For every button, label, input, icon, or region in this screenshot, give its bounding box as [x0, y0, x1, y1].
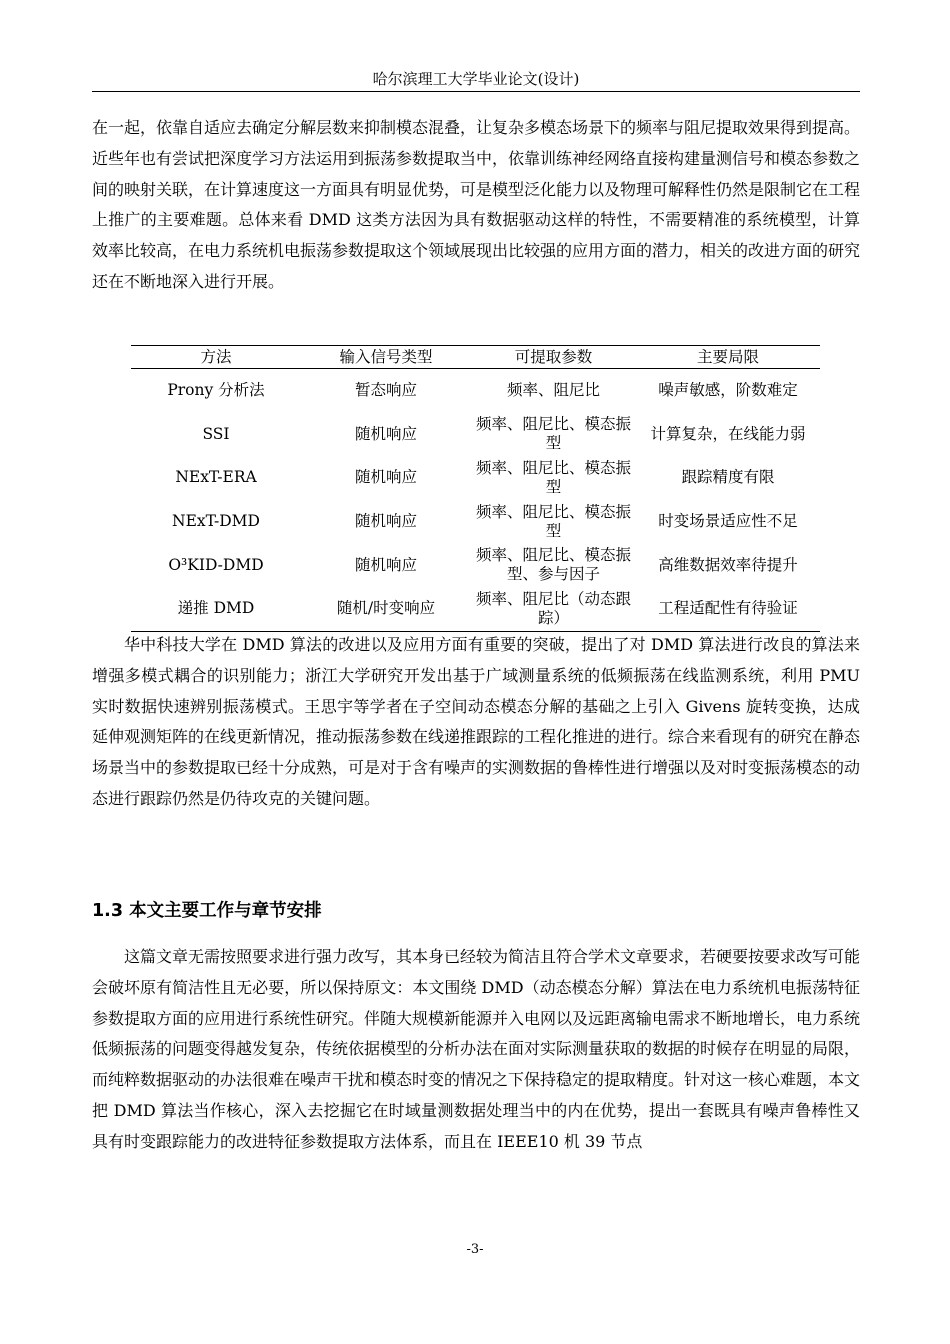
methods-comparison-table: [131, 345, 820, 632]
table-row: [131, 543, 820, 587]
section-heading: 1.3 本文主要工作与章节安排: [92, 901, 322, 921]
page-number: -3-: [466, 1242, 484, 1257]
column-header-limitations: 主要局限: [636, 346, 820, 369]
column-header-parameters: 可提取参数: [471, 346, 636, 369]
table-row: [131, 369, 820, 413]
table-cell: 频率、阻尼比（动态跟踪）: [471, 587, 636, 631]
column-header-method: 方法: [131, 346, 301, 369]
table-cell: 随机响应: [354, 512, 417, 531]
table-cell: 频率、阻尼比、模态振型: [475, 458, 631, 496]
table-cell: 暂态响应: [354, 381, 417, 400]
table-cell: NExT-DMD: [172, 512, 260, 531]
table-cell: 高维数据效率待提升: [658, 555, 798, 574]
table-row: [131, 500, 820, 544]
table-row: [131, 456, 820, 500]
paragraph-3: 这篇文章无需按照要求进行强力改写，其本身已经较为简洁且符合学术文章要求，若硬要按要求改写可能会破坏原有简洁性且无必要，所以保持原文：本文围绕 DMD（动态模态分解）算法在电力系统机电振荡特征参数提取方面的应用进行系统性研究。伴随大规模新能源并入电网以及远距离输电需求不断地增长，电力系统低频振荡的问题变得越发复杂，传统依据模型的分析办法在面对实际测量获取的数据的时候存在明显的局限，而纯粹数据驱动的办法很难在噪声干扰和模态时变的情况之下保持稳定的提取精度。针对这一核心难题，本文把 DMD 算法当作核心，深入去挖掘它在时域量测数据处理当中的内在优势，提出一套既具有噪声鲁棒性又具有时变跟踪能力的改进特征参数提取方法体系，而且在 IEEE10 机 39 节点: [92, 947, 861, 1151]
table-cell: 工程适配性有待验证: [636, 587, 820, 631]
paragraph-1: 在一起，依靠自适应去确定分解层数来抑制模态混叠，让复杂多模态场景下的频率与阻尼提取效果得到提高。近些年也有尝试把深度学习方法运用到振荡参数提取当中，依靠训练神经网络直接构建量测信号和模态参数之间的映射关联，在计算速度这一方面具有明显优势，可是模型泛化能力以及物理可解释性仍然是限制它在工程上推广的主要难题。总体来看 DMD 这类方法因为具有数据驱动这样的特性，不需要精准的系统模型，计算效率比较高，在电力系统机电振荡参数提取这个领域展现出比较强的应用方面的潜力，相关的改进方面的研究还在不断地深入进行开展。: [92, 118, 861, 291]
table-cell: 频率、阻尼比、模态振型: [475, 502, 631, 540]
running-header: 哈尔滨理工大学毕业论文(设计): [372, 70, 580, 88]
header-rule: [92, 91, 860, 92]
table-cell: 递推 DMD: [131, 587, 301, 631]
table-cell: 频率、阻尼比: [506, 381, 600, 400]
table-cell: O³KID-DMD: [168, 555, 264, 574]
column-header-input-signal: 输入信号类型: [301, 346, 471, 369]
table-cell: SSI: [202, 424, 230, 443]
table-cell: 随机/时变响应: [301, 587, 471, 631]
table-cell: 时变场景适应性不足: [658, 512, 798, 531]
table-cell: 频率、阻尼比、模态振型、参与因子: [475, 546, 631, 584]
table-cell: 频率、阻尼比、模态振型: [475, 415, 631, 453]
table-cell: 随机响应: [354, 424, 417, 443]
table-cell: 噪声敏感，阶数难定: [658, 381, 798, 400]
table-row: [131, 587, 820, 631]
table-cell: Prony 分析法: [167, 381, 265, 400]
table-cell: 随机响应: [354, 555, 417, 574]
table-cell: NExT-ERA: [175, 468, 257, 487]
table-cell: 计算复杂，在线能力弱: [650, 424, 806, 443]
table-row: [131, 413, 820, 457]
table-header-row: [131, 346, 820, 369]
paragraph-2: 华中科技大学在 DMD 算法的改进以及应用方面有重要的突破，提出了对 DMD 算法进行改良的算法来增强多模式耦合的识别能力；浙江大学研究开发出基于广域测量系统的低频振荡在线监测系统，利用 PMU 实时数据快速辨别振荡模式。王思宇等学者在子空间动态模态分解的基础之上引入 Givens 旋转变换，达成延伸观测矩阵的在线更新情况，推动振荡参数在线递推跟踪的工程化推进的进行。综合来看现有的研究在静态场景当中的参数提取已经十分成熟，可是对于含有噪声的实测数据的鲁棒性进行增强以及对时变振荡模态的动态进行跟踪仍然是仍待攻克的关键问题。: [92, 635, 861, 808]
table-cell: 跟踪精度有限: [681, 468, 775, 487]
table-cell: 随机响应: [354, 468, 417, 487]
